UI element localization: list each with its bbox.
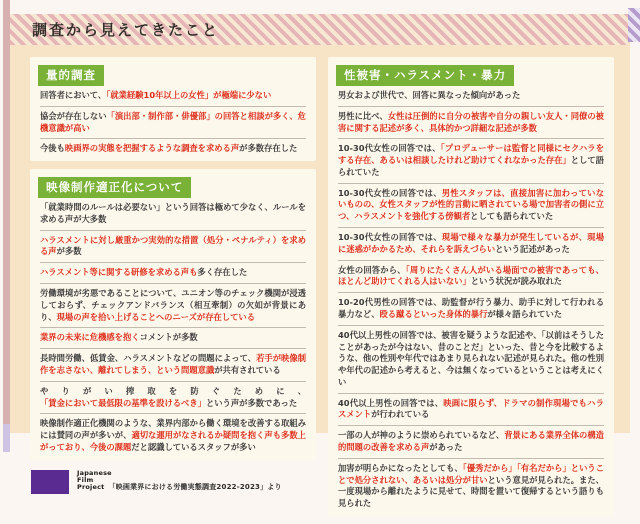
item-separator [338,138,604,139]
corner-decoration [628,8,640,42]
left-decoration-band-bottom [3,424,10,452]
emphasis-text: 女性は圧倒的に自分の被害や自分の親しい友人・同僚の被害に関する記述が多く、具体的かつ詳細な記述が多数 [338,110,604,133]
finding-item [40,90,306,102]
finding-item [338,232,604,256]
finding-item [338,398,604,422]
plain-text: という状況が読み取れた [470,276,563,287]
emphasis-text: 「プロデューサーは監督と同様にセクハラをする存在、あるいは相談したけれど助けてくれなかった存在」 [338,143,604,166]
emphasis-text: 「優秀だから」「有名だから」ということで処分されない、あるいは処分が甘い [338,462,604,485]
content-sheet [10,14,630,509]
emphasis-text: 「賃金において最低限の基準を設けるべき」 [40,397,206,408]
jfp-logo-text [77,470,282,492]
jfp-logo [31,470,69,494]
item-separator [40,138,306,139]
plain-text: 女性の回答から、 [338,264,406,275]
item-separator [338,393,604,394]
finding-item [40,332,306,344]
plain-text: 労働環境が劣悪であることについて、ユニオン等のチェック機関が浸透しておらず、チェックアンドバランス（相互牽制）の欠如が背景にあり、 [40,288,306,322]
item-separator [338,183,604,184]
emphasis-text: 「就業経験10年以上の女性」が極端に少ない [106,90,272,100]
section-badge: 量的調査 [38,65,104,86]
emphasis-text: 適切な運用がなされるか疑問を抱く声も多数上がっており、今後の課題 [40,430,306,452]
plain-text: 一部の人が神のように崇められているなど、 [338,430,505,441]
plain-text: コメントが多数 [139,332,198,343]
finding-item [338,111,604,135]
finding-item [40,235,306,259]
item-separator [338,325,604,326]
emphasis-text: 殴る蹴るといった身体的暴行 [379,308,488,319]
item-separator [40,106,306,107]
plain-text: やりがい搾取を防ぐために、 [40,385,306,396]
emphasis-text: 業界の未来に危機感を抱く [40,332,140,343]
plain-text: 今後も [40,143,65,154]
finding-item [338,463,604,510]
emphasis-text: ハラスメントに対し厳重かつ実効的な措置（処分・ペナルティ）を求める声 [40,234,306,257]
credit-footer [31,470,316,494]
emphasis-text: 若手が映像制作を志さない、離れてしまう、という問題意識 [40,353,306,375]
plain-text: が共有されている [214,364,281,375]
finding-item [40,353,306,377]
jfp-logo-line: Japanese [77,468,112,477]
plain-text: 多く存在した [197,267,248,278]
emphasis-text: 映画に限らず、ドラマの制作現場でもハラスメント [338,397,604,420]
emphasis-text: 背景にある業界全体の構造的問題の改善を求める声 [338,430,604,452]
emphasis-text: 「周りにたくさん人がいる場面での被害であっても、ほとんど助けてくれる人はいない」 [338,264,604,287]
item-separator [338,292,604,293]
finding-item [40,386,306,410]
plain-text: 男女および世代で、回答に異なった傾向があった [338,90,521,100]
plain-text: があった [429,441,463,452]
emphasis-text: 「演出部・制作部・俳優部」の回答と相談が多く、危機意識が高い [40,110,306,133]
item-separator [40,348,306,349]
item-separator [338,227,604,228]
plain-text: 回答者において、 [40,90,107,100]
finding-item [40,418,306,453]
plain-text: という意見が見られた。また、一度現場から離れたように見せて、時間を置いて復帰するという語りも見られた [338,474,604,509]
finding-item [40,143,306,155]
plain-text: が多数 [56,246,82,257]
plain-text: だと認識しているスタッフが多い [131,441,256,452]
finding-item [338,330,604,389]
plain-text: 10-20代男性の回答では、助監督が行う暴力、助手に対して行われる暴力など、 [338,297,604,319]
plain-text: が多数存在した [239,143,298,154]
plain-text: という声が多数であった [205,397,298,408]
plain-text: 40代以上男性の回答では、 [338,397,444,408]
survey-source-label: 「映画業界における労働実態調査2022-2023」より [108,482,282,491]
plain-text: 加害が明らかになったとしても、 [338,462,463,473]
jfp-logo-line: Film [77,475,94,484]
finding-item [40,111,306,135]
item-separator [40,283,306,284]
item-separator [40,262,306,263]
plain-text: 10-30代女性の回答では、 [338,143,441,154]
section-badge: 性被害・ハラスメント・暴力 [336,65,514,86]
item-separator [40,381,306,382]
item-separator [338,425,604,426]
emphasis-text: 現場の声を拾い上げることへのニーズが存在している [56,311,255,322]
emphasis-text: ハラスメント等に関する研修を求める声も [40,267,198,278]
plain-text: 長時間労働、低賃金、ハラスメントなどの問題によって、 [40,353,257,364]
plain-text: 10-30代女性の回答では、 [338,232,442,243]
item-separator [338,106,604,107]
right-column [328,57,614,524]
emphasis-text: 男性スタッフは、直接加害に加わっていないものの、女性スタッフが性的言動に晒されている場で加害者の側に立つ、ハラスメントを強化する傍観者 [338,187,604,222]
plain-text: 男性に比べ、 [338,110,388,121]
section-badge: 映像制作適正化について [38,177,191,198]
plain-text: という記述があった [495,243,570,254]
plain-text: としても語られていた [470,211,554,222]
item-separator [40,413,306,414]
plain-text: が行われている [371,409,430,420]
finding-item [338,297,604,321]
jfp-logo-row [77,484,282,492]
plain-text: が様々語られていた [487,308,563,319]
item-separator [40,230,306,231]
finding-item [338,143,604,178]
left-column [30,57,316,494]
title-banner [10,14,628,45]
plain-text: 10-30代女性の回答では、 [338,187,442,198]
two-column-layout [30,57,614,524]
item-separator [338,260,604,261]
emphasis-text: 現場で様々な暴力が発生しているが、現場に迷惑がかかるため、それらを訴えづらい [338,232,604,254]
panel-harassment-violence [328,57,614,516]
plain-text: 40代以上男性の回答では、被害を疑うような記述や、「以前はそうしたことがあったが今はない、昔のことだ」といった、昔と今を比較するような、他の性別や年代ではあまり見られない記述が見られた。他の性別や年代の記述から考えると、今は無くなっているということは考えにくい [338,329,604,387]
jfp-logo-line: Project [77,483,105,492]
item-separator [338,458,604,459]
finding-item [40,288,306,323]
plain-text: 映像制作適正化機関のような、業界内部から働く環境を改善する取組みには賛同の声が多いが、 [40,418,306,441]
finding-item [338,90,604,102]
finding-item [40,202,306,226]
page-title: 調査から見えてきたこと [32,21,220,39]
left-decoration-band [3,0,10,424]
finding-item [338,430,604,454]
emphasis-text: 映画界の実態を把握するような調査を求める声 [64,143,240,154]
plain-text: 協会が存在しない [40,110,107,121]
plain-text: 「就業時間のルールは必要ない」という回答は極めて少なく、ルールを求める声が大多数 [40,202,306,224]
finding-item [338,188,604,223]
panel-production-normalization [30,169,316,460]
panel-quantitative-survey [30,57,316,161]
finding-item [338,265,604,289]
plain-text: として語られていた [338,155,604,177]
item-separator [40,327,306,328]
finding-item [40,267,306,279]
